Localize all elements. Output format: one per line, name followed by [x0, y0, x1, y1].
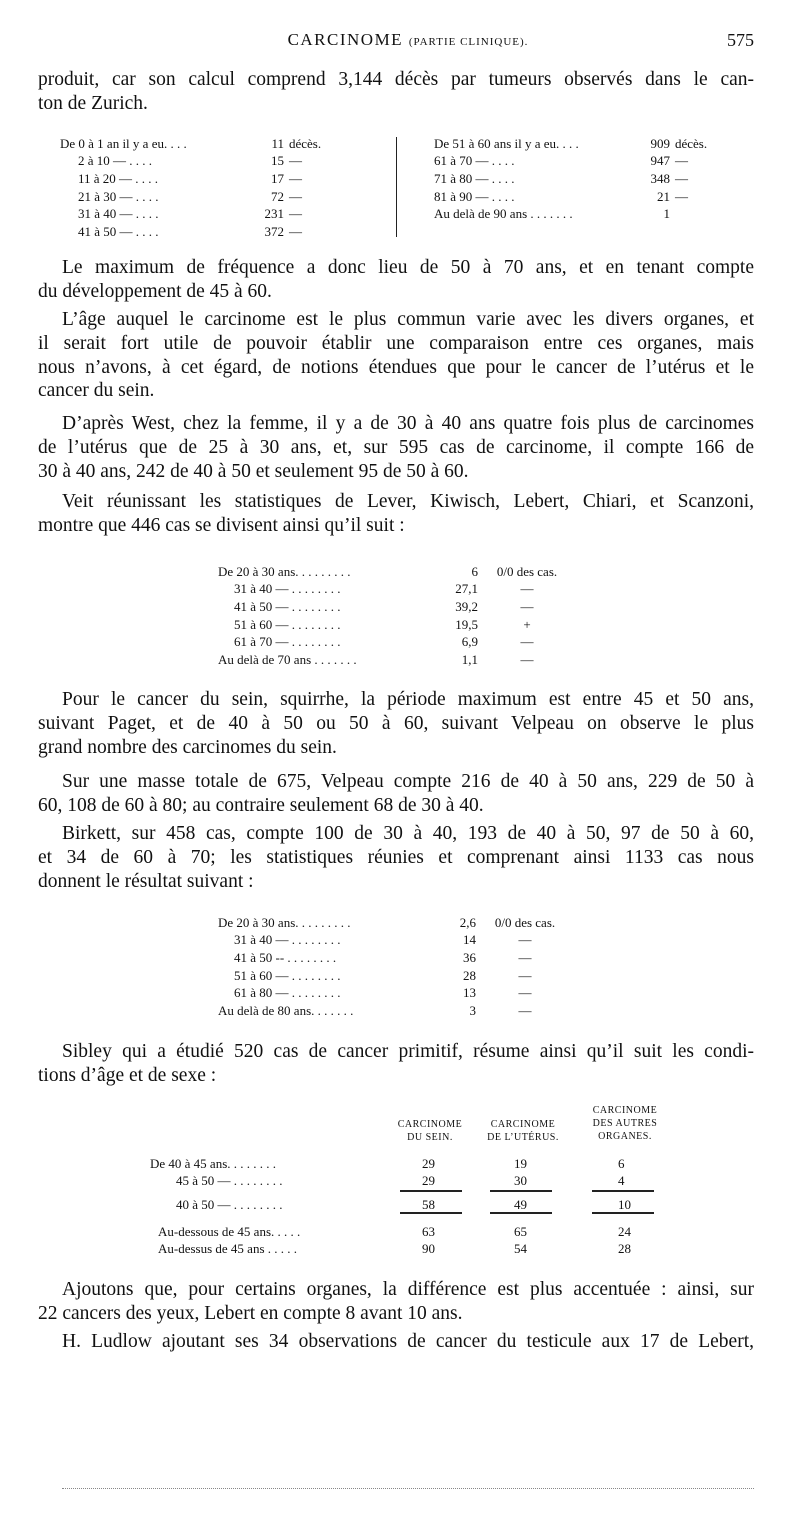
- text-line: produit, car son calcul comprend 3,144 décès par tumeurs observés dans le can-: [38, 69, 754, 90]
- statistics-row: [218, 984, 574, 1002]
- statistics-row: [218, 651, 576, 669]
- header-title-sub: (PARTIE CLINIQUE).: [408, 36, 529, 48]
- sum-rule: [490, 1212, 552, 1214]
- sum-rule: [400, 1212, 462, 1214]
- percentage-value: 6: [471, 563, 478, 579]
- text-line: cancer du sein.: [38, 380, 155, 402]
- death-count: 72: [271, 188, 284, 204]
- age-range-label: 41 à 50 — . . . . . . . .: [234, 598, 341, 614]
- percentage-value: 6,9: [461, 634, 478, 650]
- percentage-unit: —: [520, 634, 534, 650]
- breast-count: 58: [422, 1197, 435, 1212]
- paragraph-ludlow: [38, 1330, 754, 1354]
- death-unit: —: [289, 223, 302, 239]
- paragraph-organs: [38, 308, 754, 403]
- uterus-count: 30: [514, 1173, 527, 1188]
- age-range-label: Au-dessus de 45 ans . . . . .: [158, 1241, 298, 1256]
- age-range-label: De 20 à 30 ans. . . . . . . . .: [218, 563, 351, 579]
- paragraph-birkett: [38, 822, 754, 893]
- running-header: [62, 30, 754, 52]
- age-table-row: [434, 188, 731, 206]
- text-line: 22 cancers des yeux, Lebert en compte 8 avant 10 ans.: [38, 1302, 463, 1324]
- age-table-row: [60, 170, 349, 188]
- age-range-label: De 0 à 1 an il y a eu. . . .: [60, 135, 187, 151]
- text-line: L’âge auquel le carcinome est le plus commun varie avec les divers organes, et: [62, 309, 754, 330]
- death-unit: décès.: [675, 135, 708, 151]
- column-header-other-organs: [580, 1104, 670, 1143]
- text-line: Le maximum de fréquence a donc lieu de 50 à 70 ans, et en tenant compte: [62, 257, 754, 278]
- sibley-row: [150, 1241, 710, 1258]
- text-line: D’après West, chez la femme, il y a de 30 à 40 ans quatre fois plus de carcinomes: [62, 413, 754, 434]
- death-count: 231: [264, 206, 284, 222]
- text-line: suivant Paget, et de 40 à 50 ou 50 à 60, suivant Velpeau on observe le plus: [38, 712, 754, 734]
- column-header-uterus: [478, 1118, 568, 1144]
- breast-count: 29: [422, 1156, 435, 1171]
- header-line: DU SEIN.: [407, 1132, 453, 1143]
- text-line: 30 à 40 ans, 242 de 40 à 50 et seulement 95 de 50 à 60.: [38, 460, 469, 482]
- percentage-value: 27,1: [455, 581, 478, 597]
- text-line: Sibley qui a étudié 520 cas de cancer primitif, résume ainsi qu’il suit les condi-: [62, 1041, 754, 1062]
- age-range-label: 81 à 90 — . . . .: [434, 188, 515, 204]
- age-table-row: [434, 205, 731, 223]
- age-table-right-column: [434, 135, 731, 223]
- age-table-left-column: [60, 135, 349, 241]
- age-table-row: [434, 153, 731, 171]
- death-count: 15: [271, 153, 284, 169]
- paragraph-velpeau: [38, 770, 754, 818]
- veit-statistics-table: [218, 563, 576, 669]
- header-line: DE L’UTÉRUS.: [487, 1132, 559, 1143]
- percentage-unit: +: [523, 616, 531, 632]
- paragraph-maximum: [38, 256, 754, 304]
- age-mortality-table: [60, 135, 750, 239]
- paragraph-eyes: [38, 1278, 754, 1326]
- age-table-row: [60, 135, 349, 153]
- age-range-label: 40 à 50 — . . . . . . . .: [176, 1197, 283, 1212]
- statistics-row: [218, 932, 574, 950]
- statistics-row: [218, 563, 576, 581]
- percentage-value: 28: [463, 967, 476, 983]
- statistics-row: [218, 949, 574, 967]
- percentage-unit: —: [520, 581, 534, 597]
- text-line: Sur une masse totale de 675, Velpeau compte 216 de 40 à 50 ans, 229 de 50 à: [62, 771, 754, 792]
- uterus-count: 65: [514, 1224, 527, 1239]
- other-organs-count: 4: [618, 1173, 625, 1188]
- text-line: H. Ludlow ajoutant ses 34 observations de cancer du testicule aux 17 de Lebert,: [62, 1331, 754, 1352]
- death-count: 909: [650, 135, 670, 151]
- percentage-unit: —: [520, 598, 534, 614]
- paragraph-veit: [38, 490, 754, 538]
- age-range-label: Au delà de 80 ans. . . . . . .: [218, 1002, 354, 1018]
- age-table-row: [60, 223, 349, 241]
- text-line: ton de Zurich.: [38, 92, 148, 114]
- sibley-row: [150, 1224, 710, 1241]
- text-line: Pour le cancer du sein, squirrhe, la période maximum est entre 45 et 50 ans,: [62, 689, 754, 710]
- age-range-label: 45 à 50 — . . . . . . . .: [176, 1173, 283, 1188]
- percentage-unit: —: [518, 985, 532, 1001]
- age-range-label: 31 à 40 — . . . .: [78, 206, 159, 222]
- percentage-unit: 0/0 des cas.: [494, 914, 556, 930]
- age-range-label: 51 à 60 — . . . . . . . .: [234, 967, 341, 983]
- percentage-value: 36: [463, 949, 476, 965]
- age-range-label: Au-dessous de 45 ans. . . . .: [158, 1224, 301, 1239]
- header-title-main: CARCINOME: [287, 30, 404, 49]
- percentage-unit: —: [518, 949, 532, 965]
- death-count: 1: [663, 206, 670, 222]
- age-range-label: Au delà de 70 ans . . . . . . .: [218, 651, 357, 667]
- percentage-unit: 0/0 des cas.: [496, 563, 558, 579]
- sum-rule: [490, 1190, 552, 1192]
- age-range-label: 71 à 80 — . . . .: [434, 170, 515, 186]
- header-line: CARCINOME: [397, 1119, 463, 1130]
- text-line: tions d’âge et de sexe :: [38, 1064, 217, 1086]
- text-line: Birkett, sur 458 cas, compte 100 de 30 à 40, 193 de 40 à 50, 97 de 50 à 60,: [62, 823, 754, 844]
- age-range-label: 11 à 20 — . . . .: [78, 170, 159, 186]
- age-range-label: 31 à 40 — . . . . . . . .: [234, 581, 341, 597]
- text-line: nous n’avons, à cet égard, de notions étendues que pour le cancer de l’utérus et le: [38, 356, 754, 378]
- age-range-label: 31 à 40 — . . . . . . . .: [234, 932, 341, 948]
- text-line: il serait fort utile de pouvoir établir une comparaison entre ces organes, mais: [38, 332, 754, 354]
- death-count: 11: [271, 135, 284, 151]
- header-line: CARCINOME: [592, 1105, 658, 1116]
- percentage-value: 3: [469, 1002, 476, 1018]
- death-count: 947: [650, 153, 670, 169]
- age-range-label: 21 à 30 — . . . .: [78, 188, 159, 204]
- percentage-value: 1,1: [461, 651, 478, 667]
- death-count: 21: [657, 188, 670, 204]
- sibley-row: [150, 1173, 710, 1190]
- age-range-label: 61 à 70 — . . . . . . . .: [234, 634, 341, 650]
- percentage-value: 14: [463, 932, 476, 948]
- death-count: 372: [264, 223, 284, 239]
- age-range-label: De 20 à 30 ans. . . . . . . . .: [218, 914, 351, 930]
- age-table-row: [434, 170, 731, 188]
- uterus-count: 19: [514, 1156, 527, 1171]
- percentage-unit: —: [518, 932, 532, 948]
- paragraph-west: [38, 412, 754, 483]
- statistics-row: [218, 616, 576, 634]
- death-count: 17: [271, 170, 284, 186]
- birkett-statistics-table: [218, 914, 574, 1020]
- age-range-label: De 40 à 45 ans. . . . . . . .: [150, 1156, 277, 1171]
- column-header-breast: [390, 1118, 470, 1144]
- death-unit: —: [289, 153, 302, 169]
- breast-count: 63: [422, 1224, 435, 1239]
- other-organs-count: 6: [618, 1156, 625, 1171]
- breast-count: 29: [422, 1173, 435, 1188]
- age-range-label: 2 à 10 — . . . .: [78, 153, 153, 169]
- death-unit: —: [675, 170, 688, 186]
- death-unit: —: [675, 153, 688, 169]
- page-bottom-rule: [62, 1488, 754, 1490]
- age-range-label: Au delà de 90 ans . . . . . . .: [434, 206, 573, 222]
- age-range-label: 51 à 60 — . . . . . . . .: [234, 616, 341, 632]
- death-unit: —: [675, 188, 688, 204]
- age-table-row: [60, 188, 349, 206]
- header-line: ORGANES.: [598, 1131, 652, 1142]
- sum-rule: [592, 1190, 654, 1192]
- sum-rule: [592, 1212, 654, 1214]
- statistics-row: [218, 598, 576, 616]
- age-range-label: 41 à 50 — . . . .: [78, 223, 159, 239]
- other-organs-count: 24: [618, 1224, 631, 1239]
- paragraph-sibley: [38, 1040, 754, 1088]
- death-unit: —: [289, 188, 302, 204]
- statistics-row: [218, 581, 576, 599]
- text-line: donnent le résultat suivant :: [38, 870, 254, 892]
- column-divider: [396, 137, 397, 237]
- sibley-row: [150, 1156, 710, 1173]
- text-line: du développement de 45 à 60.: [38, 280, 272, 302]
- percentage-unit: —: [520, 651, 534, 667]
- age-range-label: De 51 à 60 ans il y a eu. . . .: [434, 135, 579, 151]
- percentage-value: 13: [463, 985, 476, 1001]
- page-number: 575: [727, 30, 754, 50]
- text-line: et 34 de 60 à 70; les statistiques réunies et comprenant ainsi 1133 cas nous: [38, 846, 754, 868]
- statistics-row: [218, 633, 576, 651]
- text-line: de l’utérus que de 25 à 30 ans, et, sur 595 cas de carcinome, il compte 166 de: [38, 436, 754, 458]
- text-line: Ajoutons que, pour certains organes, la différence est plus accentuée : ainsi, sur: [62, 1279, 754, 1300]
- other-organs-count: 10: [618, 1197, 631, 1212]
- percentage-value: 39,2: [455, 598, 478, 614]
- death-unit: —: [289, 206, 302, 222]
- header-title: [62, 30, 754, 50]
- paragraph-breast-cancer: [38, 688, 754, 759]
- age-range-label: 41 à 50 -- . . . . . . . .: [234, 949, 337, 965]
- uterus-count: 54: [514, 1241, 527, 1256]
- death-unit: —: [289, 170, 302, 186]
- age-range-label: 61 à 70 — . . . .: [434, 153, 515, 169]
- statistics-row: [218, 914, 574, 932]
- death-count: 348: [650, 170, 670, 186]
- breast-count: 90: [422, 1241, 435, 1256]
- other-organs-count: 28: [618, 1241, 631, 1256]
- header-line: DES AUTRES: [592, 1118, 658, 1129]
- uterus-count: 49: [514, 1197, 527, 1212]
- text-line: Veit réunissant les statistiques de Lever, Kiwisch, Lebert, Chiari, et Scanzoni,: [62, 491, 754, 512]
- percentage-value: 2,6: [459, 914, 476, 930]
- text-line: 60, 108 de 60 à 80; au contraire seulement 68 de 30 à 40.: [38, 794, 484, 816]
- text-line: montre que 446 cas se divisent ainsi qu’il suit :: [38, 514, 405, 536]
- age-table-row: [60, 205, 349, 223]
- percentage-unit: —: [518, 1002, 532, 1018]
- sum-rule: [400, 1190, 462, 1192]
- death-unit: décès.: [289, 135, 322, 151]
- age-table-row: [60, 153, 349, 171]
- age-range-label: 61 à 80 — . . . . . . . .: [234, 985, 341, 1001]
- text-line: grand nombre des carcinomes du sein.: [38, 736, 337, 758]
- statistics-row: [218, 967, 574, 985]
- percentage-value: 19,5: [455, 616, 478, 632]
- percentage-unit: —: [518, 967, 532, 983]
- age-table-row: [434, 135, 731, 153]
- statistics-row: [218, 1002, 574, 1020]
- header-line: CARCINOME: [490, 1119, 556, 1130]
- intro-paragraph: [38, 68, 754, 116]
